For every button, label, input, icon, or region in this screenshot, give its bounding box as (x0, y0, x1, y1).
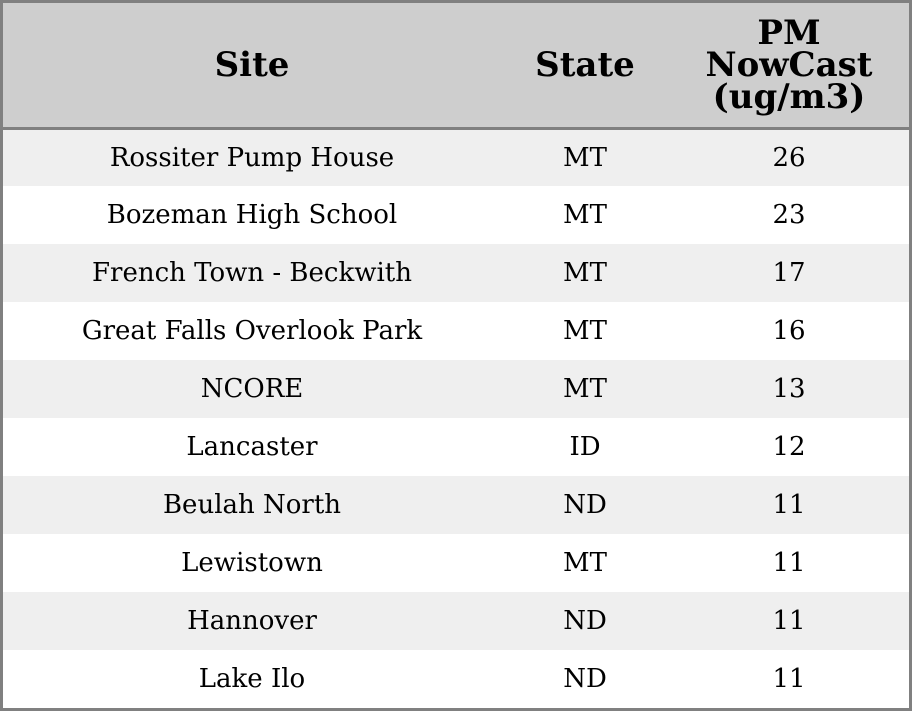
table-row (3, 592, 909, 650)
table-row (3, 360, 909, 418)
cell-pm-nowcast: 13 (772, 374, 806, 404)
cell-pm-nowcast: 11 (772, 606, 806, 636)
table-row (3, 302, 909, 360)
header-pm-line-2: NowCast (705, 44, 873, 85)
header-state (501, 3, 669, 128)
header-row (3, 3, 909, 128)
header-site-text: Site (214, 44, 290, 85)
cell-state: ND (563, 664, 607, 694)
cell-site: Lewistown (181, 548, 323, 578)
cell-state: ND (563, 490, 607, 520)
cell-site: NCORE (200, 374, 304, 404)
table-row (3, 650, 909, 708)
cell-pm-nowcast: 16 (772, 316, 806, 346)
cell-pm-nowcast: 26 (772, 142, 806, 173)
cell-state: MT (563, 142, 607, 173)
table-row (3, 476, 909, 534)
cell-pm-nowcast: 11 (772, 548, 806, 578)
cell-site: Great Falls Overlook Park (81, 316, 423, 346)
cell-site: Hannover (187, 606, 317, 636)
cell-state: MT (563, 258, 607, 288)
cell-site: Beulah North (162, 490, 342, 520)
cell-pm-nowcast: 11 (772, 664, 806, 694)
header-pm-line-1: PM (757, 12, 821, 53)
header-site (3, 3, 501, 128)
cell-state: MT (563, 200, 607, 230)
cell-state: MT (563, 316, 607, 346)
cell-state: MT (563, 548, 607, 578)
cell-state: MT (563, 374, 607, 404)
header-pm-line-3: (ug/m3) (712, 76, 866, 117)
cell-site: Bozeman High School (106, 200, 398, 230)
header-state-text: State (535, 44, 635, 85)
cell-pm-nowcast: 11 (772, 490, 806, 520)
table-row (3, 244, 909, 302)
cell-site: Lake Ilo (198, 664, 306, 694)
table-row (3, 418, 909, 476)
cell-pm-nowcast: 17 (772, 258, 806, 288)
cell-state: ND (563, 606, 607, 636)
pm-nowcast-table (3, 3, 909, 708)
table-body (3, 128, 909, 708)
cell-site: Rossiter Pump House (109, 142, 395, 173)
cell-site: French Town - Beckwith (91, 258, 413, 288)
table-row (3, 186, 909, 244)
header-pm-nowcast (669, 3, 909, 128)
cell-pm-nowcast: 23 (772, 200, 806, 230)
table-header (3, 3, 909, 128)
cell-pm-nowcast: 12 (772, 432, 806, 462)
table-row (3, 534, 909, 592)
cell-site: Lancaster (186, 432, 318, 462)
table-row (3, 128, 909, 186)
cell-state: ID (569, 432, 601, 462)
